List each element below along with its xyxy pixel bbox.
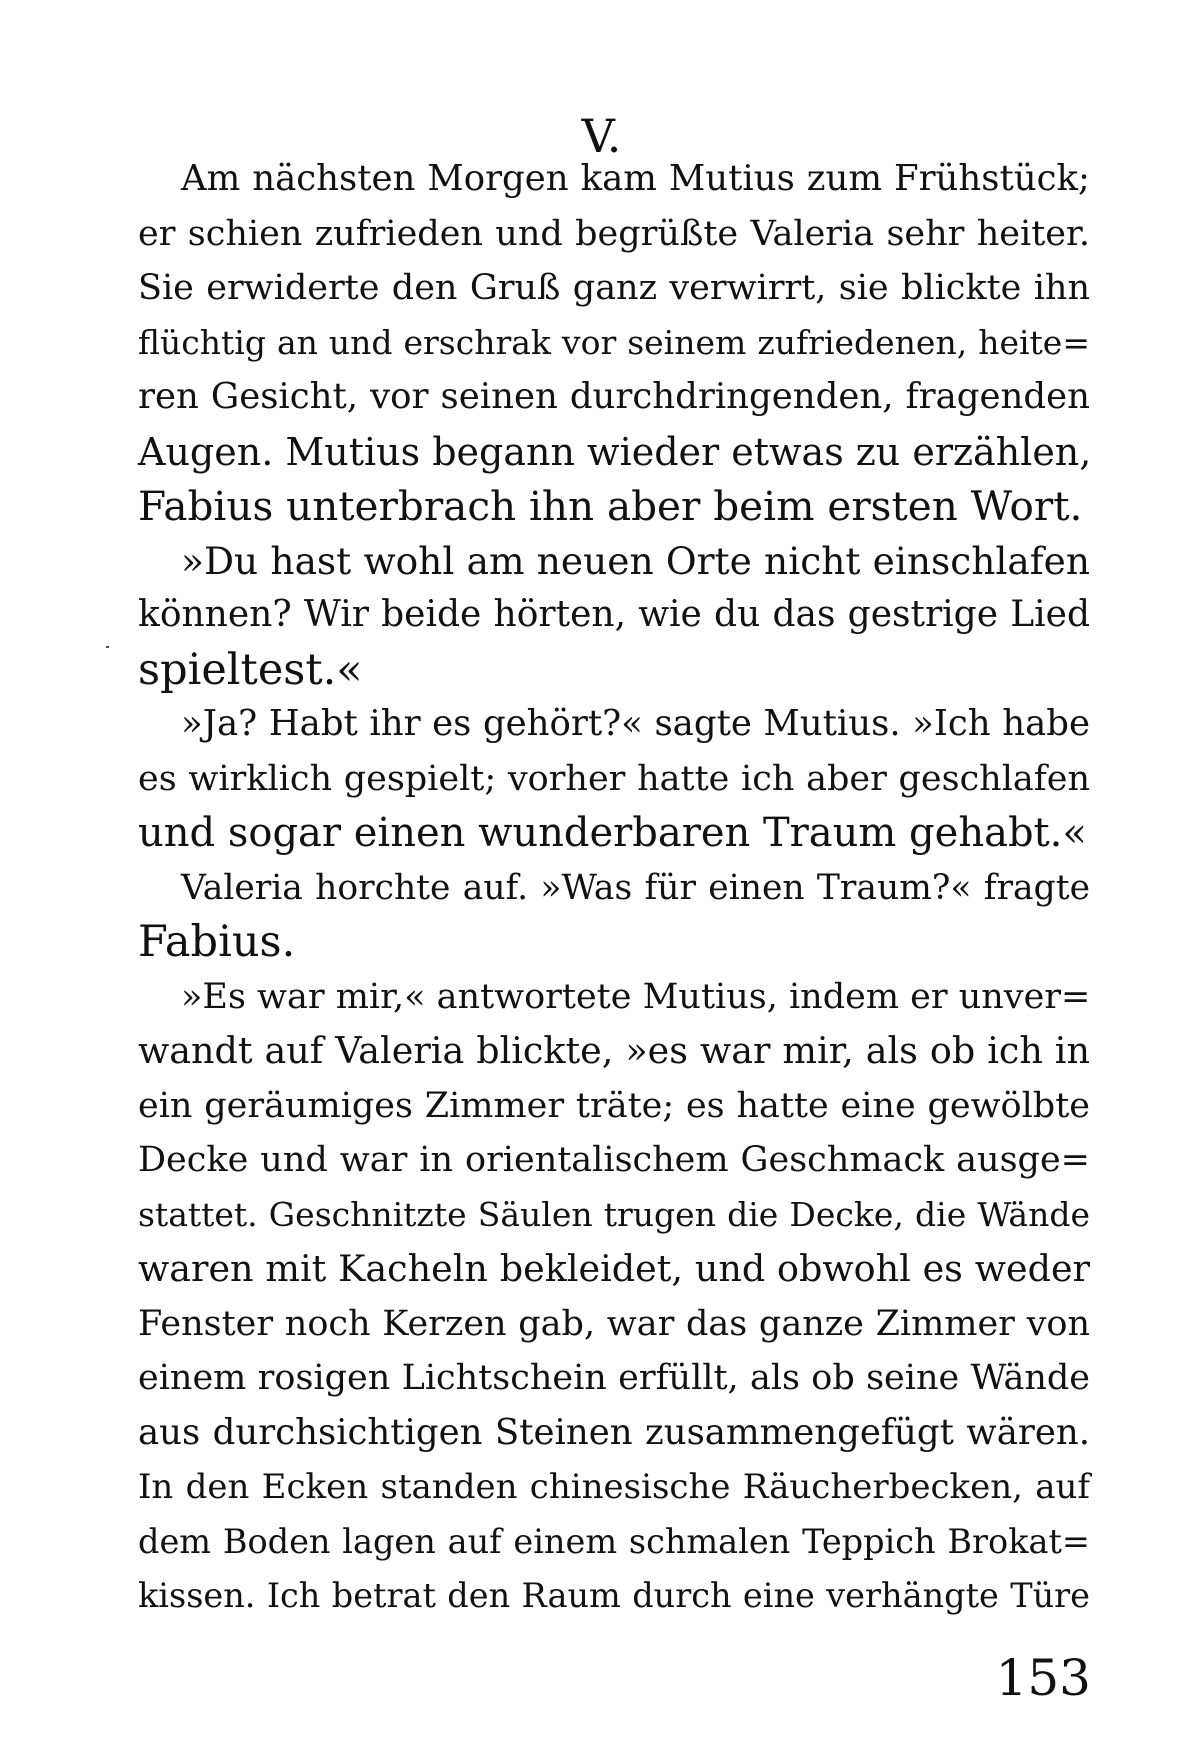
text-line: »Du hast wohl am neuen Orte nicht einschlafen <box>181 538 1090 583</box>
text-line: Valeria horchte auf. »Was für einen Traum?« fragte <box>181 867 1090 908</box>
body-text <box>138 152 1090 1624</box>
text-line: Am nächsten Morgen kam Mutius zum Frühstück; <box>181 158 1090 199</box>
text-line: können? Wir beide hörten, wie du das gestrige Lied <box>138 594 1090 635</box>
text-line: flüchtig an und erschrak vor seinem zufriedenen, heite= <box>138 322 1090 362</box>
text-line: Fabius unterbrach ihn aber beim ersten Wort. <box>138 482 1083 530</box>
text-line: wandt auf Valeria blickte, »es war mir, als ob ich in <box>138 1029 1090 1072</box>
text-line: einem rosigen Lichtschein erfüllt, als ob seine Wände <box>138 1358 1090 1398</box>
text-line: kissen. Ich betrat den Raum durch eine verhängte Türe <box>138 1576 1090 1615</box>
text-line: spieltest.« <box>138 644 363 695</box>
text-line: In den Ecken standen chinesische Räucherbecken, auf <box>138 1467 1090 1507</box>
text-line: Fenster noch Kerzen gab, war das ganze Zimmer von <box>138 1303 1090 1344</box>
text-line: stattet. Geschnitzte Säulen trugen die Decke, die Wände <box>138 1194 1090 1234</box>
text-line: es wirklich gespielt; vorher hatte ich aber geschlafen <box>138 758 1090 799</box>
text-line: ren Gesicht, vor seinen durchdringenden, fragenden <box>138 376 1090 417</box>
text-line: dem Boden lagen auf einem schmalen Teppich Brokat= <box>138 1521 1090 1561</box>
text-line: Fabius. <box>138 917 296 967</box>
text-line: Sie erwiderte den Gruß ganz verwirrt, sie blickte ihn <box>138 268 1090 308</box>
text-line: aus durchsichtigen Steinen zusammengefügt wären. <box>138 1411 1090 1453</box>
text-line: ein geräumiges Zimmer träte; es hatte eine gewölbte <box>138 1085 1090 1126</box>
chapter-heading: V. <box>581 109 622 163</box>
text-line: waren mit Kacheln bekleidet, und obwohl es weder <box>138 1247 1090 1290</box>
text-line: Decke und war in orientalischem Geschmack ausge= <box>138 1140 1090 1180</box>
text-line: »Ja? Habt ihr es gehört?« sagte Mutius. »Ich habe <box>181 703 1090 744</box>
text-line: »Es war mir,« antwortete Mutius, indem er unver= <box>181 976 1091 1017</box>
scan-speck <box>106 646 109 648</box>
text-line: und sogar einen wunderbaren Traum gehabt.« <box>138 810 1087 856</box>
page-number: 153 <box>995 1649 1091 1707</box>
text-line: Augen. Mutius begann wieder etwas zu erzählen, <box>138 429 1092 474</box>
text-line: er schien zufrieden und begrüßte Valeria sehr heiter. <box>138 213 1090 254</box>
